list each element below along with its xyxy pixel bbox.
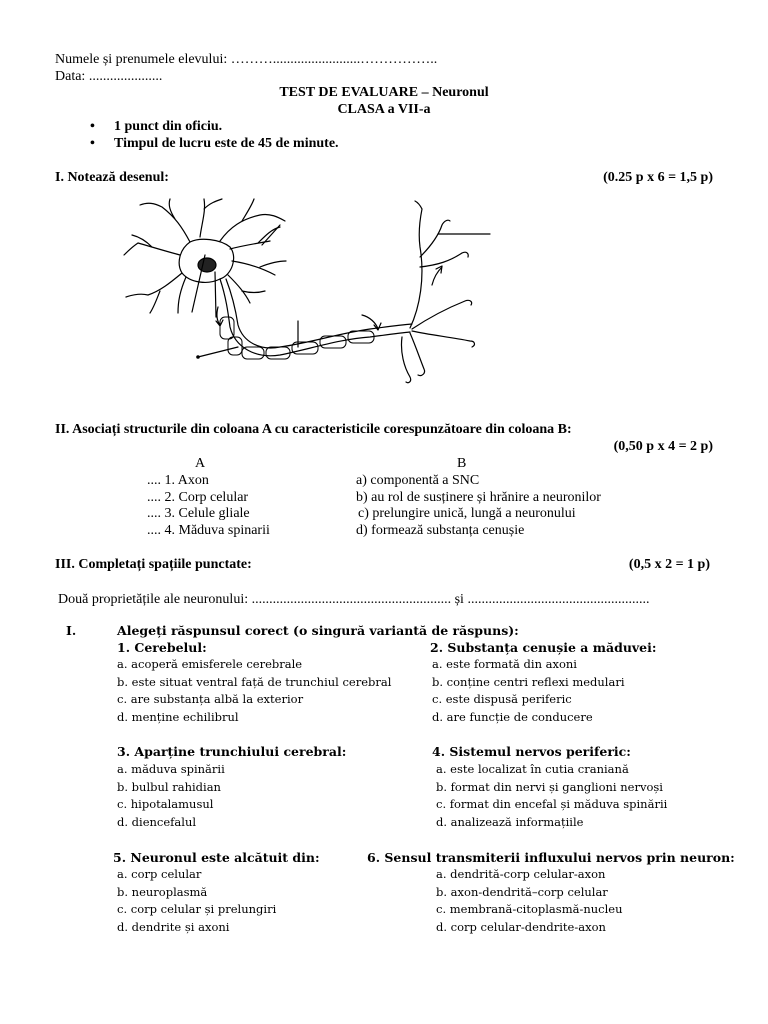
question-option: c. hipotalamusul xyxy=(117,797,214,811)
neuron-diagram-icon xyxy=(120,197,500,407)
instruction-item: • Timpul de lucru este de 45 de minute. xyxy=(90,136,339,153)
question-option: c. este dispusă periferic xyxy=(432,692,572,706)
section4-number: I. xyxy=(66,623,77,638)
date-line: Data: ..................... xyxy=(55,69,163,84)
column-b-header: B xyxy=(457,456,467,471)
fill-in-sentence: Două proprietățile ale neuronului: ......................................................... și .................................................... xyxy=(58,592,650,607)
col-b-item: a) componentă a SNC xyxy=(356,473,480,488)
question-title: 3. Aparține trunchiului cerebral: xyxy=(117,744,347,759)
question-option: c. are substanța albă la exterior xyxy=(117,692,304,706)
question-option: b. conține centri reflexi medulari xyxy=(432,675,625,689)
question-option: a. este localizat în cutia craniană xyxy=(436,762,629,776)
test-title: TEST DE EVALUARE – Neuronul xyxy=(279,85,489,100)
column-a-header: A xyxy=(195,456,206,471)
question-option: d. corp celular-dendrite-axon xyxy=(436,920,606,934)
question-title: 2. Substanța cenușie a măduvei: xyxy=(430,640,657,655)
section1-points: (0.25 p x 6 = 1,5 p) xyxy=(603,170,713,185)
question-option: a. acoperă emisferele cerebrale xyxy=(117,657,303,671)
section2-points: (0,50 p x 4 = 2 p) xyxy=(613,439,713,454)
section2-heading: II. Asociați structurile din coloana A cu caracteristicile corespunzătoare din coloana B: xyxy=(55,422,572,437)
question-option: b. este situat ventral față de trunchiul cerebral xyxy=(117,675,392,689)
question-option: a. măduva spinării xyxy=(117,762,225,776)
section4-heading: Alegeți răspunsul corect (o singură variantă de răspuns): xyxy=(117,623,519,638)
question-option: b. axon-dendrită–corp celular xyxy=(436,885,608,899)
question-option: b. bulbul rahidian xyxy=(117,780,221,794)
question-option: d. diencefalul xyxy=(117,815,197,829)
col-a-item: .... 1. Axon xyxy=(147,473,209,488)
question-option: a. este formată din axoni xyxy=(432,657,577,671)
instructions-list xyxy=(90,119,339,153)
section3-heading: III. Completați spațiile punctate: xyxy=(55,557,252,572)
class-label: CLASA a VII-a xyxy=(337,102,431,117)
question-option: c. corp celular și prelungiri xyxy=(117,902,277,916)
question-title: 5. Neuronul este alcătuit din: xyxy=(113,850,320,865)
question-option: d. menține echilibrul xyxy=(117,710,239,724)
question-option: a. dendrită-corp celular-axon xyxy=(436,867,606,881)
question-option: c. membrană-citoplasmă-nucleu xyxy=(436,902,623,916)
question-option: d. are funcție de conducere xyxy=(432,710,593,724)
question-title: 4. Sistemul nervos periferic: xyxy=(432,744,631,759)
question-option: b. neuroplasmă xyxy=(117,885,208,899)
question-option: d. analizează informațiile xyxy=(436,815,584,829)
col-b-item: c) prelungire unică, lungă a neuronului xyxy=(358,506,576,521)
col-a-item: .... 3. Celule gliale xyxy=(147,506,250,521)
col-b-item: b) au rol de susținere și hrănire a neuronilor xyxy=(356,490,601,505)
student-name-line: Numele și prenumele elevului: ……….........................…………….. xyxy=(55,52,438,67)
question-title: 1. Cerebelul: xyxy=(117,640,207,655)
question-option: d. dendrite și axoni xyxy=(117,920,230,934)
question-option: b. format din nervi și ganglioni nervoși xyxy=(436,780,663,794)
question-title: 6. Sensul transmiterii influxului nervos prin neuron: xyxy=(367,850,735,865)
question-option: c. format din encefal și măduva spinării xyxy=(436,797,668,811)
instruction-item: • 1 punct din oficiu. xyxy=(90,119,339,136)
question-option: a. corp celular xyxy=(117,867,202,881)
col-a-item: .... 4. Măduva spinarii xyxy=(147,523,270,538)
col-a-item: .... 2. Corp celular xyxy=(147,490,249,505)
col-b-item: d) formează substanța cenușie xyxy=(356,523,525,538)
section1-heading: I. Notează desenul: xyxy=(55,170,169,185)
section3-points: (0,5 x 2 = 1 p) xyxy=(628,557,710,572)
